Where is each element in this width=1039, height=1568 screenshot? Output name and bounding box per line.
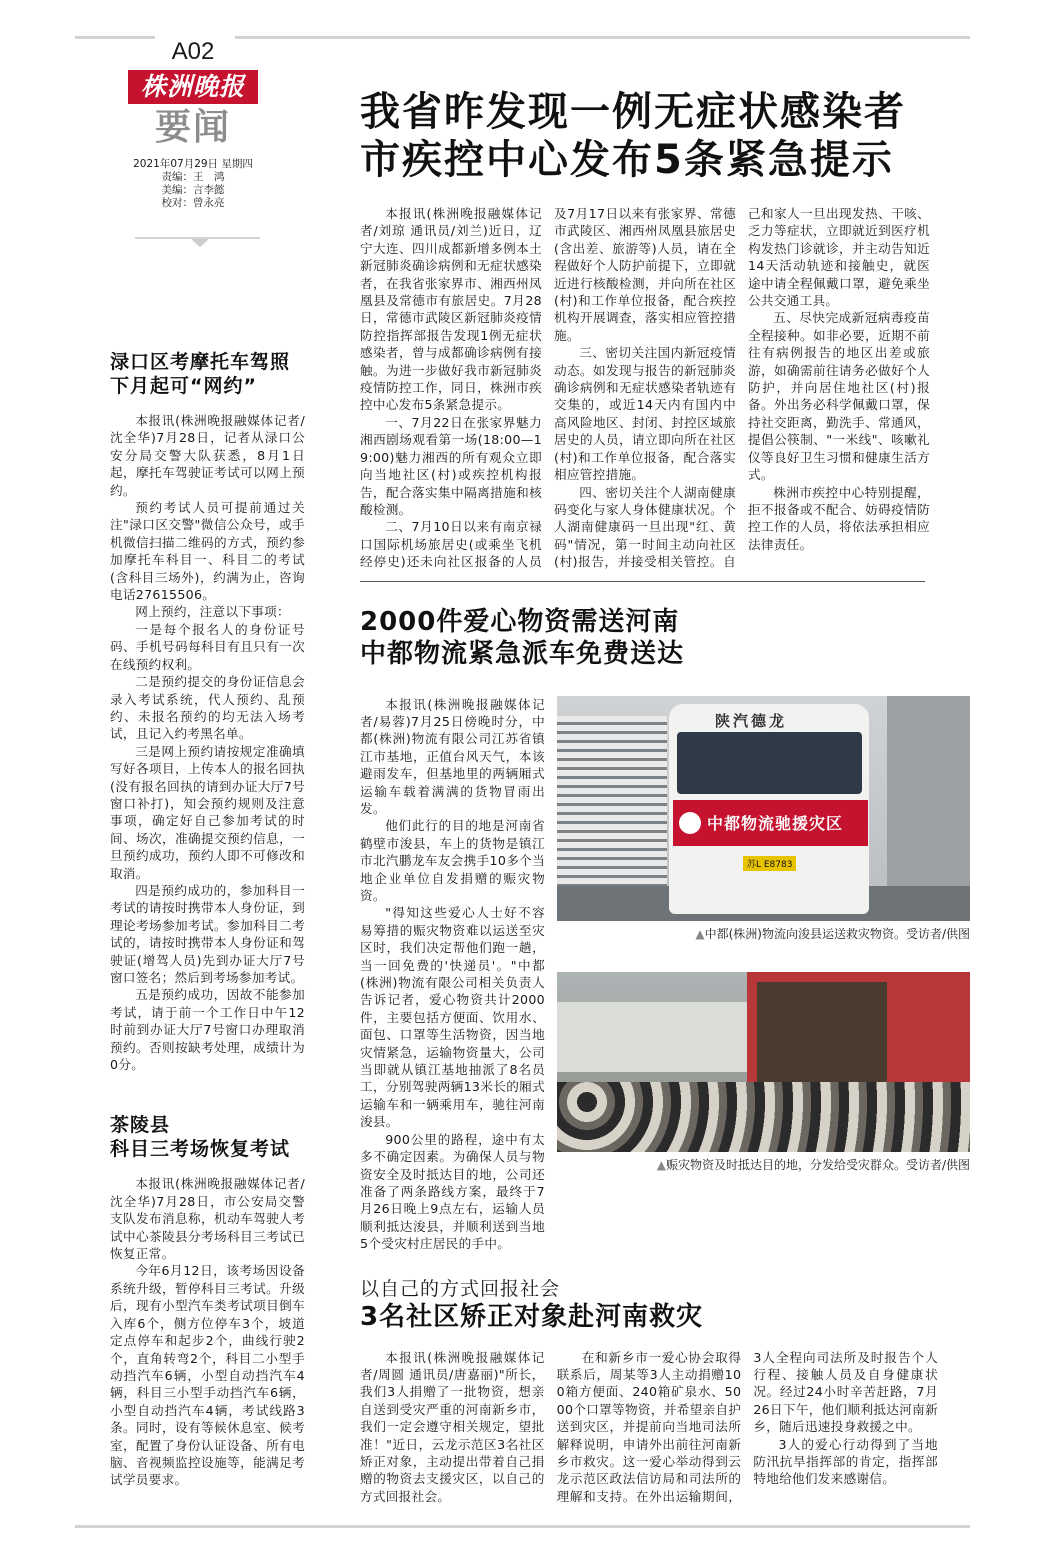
paragraph: 900公里的路程，途中有太多不确定因素。为确保人员与物资安全及时抵达目的地，公司还准备了两条路线方案，最终于7月26日晚上9点左右，运输人员顺利抵达浚县，并顺利送到当地5个受灾村庄居民的手中。: [360, 1131, 545, 1252]
section-divider: [360, 581, 925, 582]
designer: 美编：言李懿: [161, 184, 225, 196]
article-3-body: [360, 1349, 938, 1506]
issue-date: 2021年07月29日 星期四: [133, 158, 253, 170]
left-article-2-body: [110, 1175, 305, 1488]
headline-line-1: 2000件爱心物资需送河南: [360, 606, 680, 637]
article-2: [360, 696, 970, 1253]
headline-line-2: 下月起可“网约”: [110, 375, 257, 397]
truck-banner: [673, 800, 868, 846]
paragraph: 今年6月12日，该考场因设备系统升级，暂停科目三考试。升级后，现有小型汽车类考试项目倒车入库6个，侧方位停车3个，坡道定点停车和起步2个，曲线行驶2个，直角转弯2个，科目二小型手动挡汽车6辆，小型自动挡汽车4辆，科目三小型手动挡汽车6辆，小型自动挡汽车4辆，考试线路3条。同时，设有等候休息室、候考室，配置了身份认证设备、所有电脑、音视频监控设施等，能满足考试学员要求。: [110, 1263, 305, 1488]
paragraph: 本报讯(株洲晚报融媒体记者/沈全华)7月28日，记者从渌口公安分局交警大队获悉，8月1日起，摩托车驾驶证考试可以网上预约。: [110, 413, 305, 498]
photo-2-caption: ▲ 赈灾物资及时抵达目的地，分发给受灾群众。受访者/供图: [557, 1156, 970, 1173]
left-article-1-headline: [110, 350, 305, 398]
paragraph: 本报讯(株洲晚报融媒体记者/沈全华)7月28日，市公安局交警支队发布消息称，机动车驾驶人考试中心茶陵县分考场科目三考试已恢复正常。: [110, 1176, 305, 1262]
headline-line-1: 我省昨发现一例无症状感染者: [360, 89, 906, 135]
paragraph: "得知这些爱心人士好不容易筹措的赈灾物资难以运送至灾区时，我们决定帮他们跑一趟，当一回免费的'快递员'。"中都(株洲)物流有限公司相关负责人告诉记者，爱心物资共计2000件，主要包括方便面、饮用水、面包、口罩等生活物资，因当地灾情紧急，运输物资量大，公司当即就从镇江基地抽派了8名员工，分别驾驶两辆13米长的厢式运输车和一辆乘用车，驰往河南浚县。: [360, 905, 545, 1130]
paragraph: 他们此行的目的地是河南省鹤壁市浚县，车上的货物是镇江市北汽鹏龙车友会携手10多个当地企业单位自发捐赠的赈灾物资。: [360, 818, 545, 903]
page-number: A02: [171, 38, 215, 65]
paragraph: 二是预约提交的身份证信息会录入考试系统，代人预约、乱预约、未报名预约的均无法入场考试，且记入约考黑名单。: [110, 674, 305, 742]
article-2-photos: [557, 696, 970, 1173]
paragraph: 三是网上预约请按规定准确填写好各项目，上传本人的报名回执(没有报名回执的请到办证大厅7号窗口补打)，知会预约规则及注意事项，确定好自己参加考试的时间、场次，准确提交预约信息，一旦预约成功，预约人即不可修改和取消。: [110, 743, 305, 881]
truck-brand: 陕汽德龙: [715, 711, 788, 730]
headline-line-1: 茶陵县: [110, 1114, 171, 1137]
paragraph: 一、7月22日在张家界魅力湘西剧场观看第一场(18:00—19:00)魅力湘西的所有观众立即向当地社区(村)或疾控机构报告，配合落实集中隔离措施和核酸检测。: [360, 414, 542, 517]
masthead: [108, 38, 288, 210]
paragraph: 五、尽快完成新冠病毒疫苗全程接种。如非必要，近期不前往有病例报告的地区出差或旅游，如确需前往请务必做好个人防护，并向居住地社区(村)报备。外出务必科学佩戴口罩，保持社交距离，勤洗手、常通风，提倡公筷制、"一米线"、咳嗽礼仪等良好卫生习惯和健康生活方式。: [748, 310, 930, 483]
photo-truck: [557, 696, 970, 921]
paragraph: 3人的爱心行动得到了当地防汛抗旱指挥部的肯定，指挥部特地给他们发来感谢信。: [753, 1436, 938, 1487]
article-3-headline: 3名社区矫正对象赴河南救灾: [360, 1301, 704, 1332]
chevron-down-icon: [191, 239, 209, 247]
left-article-2-headline: [110, 1113, 305, 1161]
photo-distribution: [557, 972, 970, 1152]
section-name: 要闻: [154, 106, 231, 148]
paragraph: 预约考试人员可提前通过关注"渌口区交警"微信公众号，或手机微信扫描二维码的方式，预约参加摩托车科目一、科目二的考试(含科目三场外)，约满为止，咨询电话27615506。: [110, 500, 305, 603]
headline-line-2: 科目三考场恢复考试: [110, 1138, 291, 1161]
headline-line-1: 渌口区考摩托车驾照: [110, 351, 291, 373]
proofreader: 校对：曾永亮: [161, 197, 225, 209]
main-headline: [360, 88, 970, 184]
paragraph: 株洲市疾控中心特别提醒，拒不报备或不配合、妨碍疫情防控工作的人员，将依法承担相应法律责任。: [748, 484, 930, 552]
article-2-headline: [360, 606, 970, 670]
photo-1-caption: ▲ 中都(株洲)物流向浚县运送救灾物资。受访者/供图: [557, 925, 970, 942]
banner-text: 中都物流驰援灾区: [707, 814, 844, 834]
article-3-kicker: 以自己的方式回报社会: [360, 1277, 561, 1300]
editor: 责编：王 鸿: [161, 171, 225, 183]
paragraph: 本报讯(株洲晚报融媒体记者/易蓉)7月25日傍晚时分，中都(株洲)物流有限公司江苏省镇江市基地，正值台风天气，本该避雨发车，但基地里的两辆厢式运输车载着满满的货物冒雨出发。: [360, 696, 545, 816]
paragraph: 二、7月10日以来有南京禄口国际机场旅居史(或乘坐飞机经停史)还未向社区报备的人员及7月17日以来有张家界、常德市武陵区、湘西州凤凰县旅居史(含出差、旅游等)人员，请在全程做好个人防护前提下，立即就近进行核酸检测，并向所在社区(村)和工作单位报备，配合疾控机构开展调查，落实相应管控措施。: [360, 206, 736, 570]
right-column: [360, 0, 970, 1505]
bottom-rule: [75, 1525, 970, 1528]
paper-logo: 株洲晚报: [128, 70, 258, 104]
article-2-body: [360, 696, 545, 1253]
logo-icon: [679, 812, 701, 834]
license-plate: 苏L E8783: [743, 856, 796, 871]
headline-line-2: 中都物流紧急派车免费送达: [360, 638, 685, 669]
paragraph: 本报讯(株洲晚报融媒体记者/周圆 通讯员/唐嘉丽)"所长，我们3人捐赠了一批物资，想亲自送到受灾严重的河南新乡市，我们一定会遵守相关规定，望批准！"近日，云龙示范区3名社区矫正对象，主动提出带着自己捐赠的物资去支援灾区，以自己的方式回报社会。: [360, 1349, 545, 1504]
paragraph: 本报讯(株洲晚报融媒体记者/刘琼 通讯员/刘兰)近日，辽宁大连、四川成都新增多例本土新冠肺炎确诊病例和无症状感染者，在我省张家界市、湘西州凤凰县及常德市有旅居史。7月28日，常德市武陵区新冠肺炎疫情防控指挥部报告发现1例无症状感染者，曾与成都确诊病例有接触。为进一步做好我市新冠肺炎疫情防控工作，同日，株洲市疾控中心发布5条紧急提示。: [360, 206, 542, 413]
paragraph: 在和新乡市一爱心协会取得联系后，周某等3人主动捐赠100箱方便面、240箱矿泉水、5000个口罩等物资，并希望亲自护送到灾区，并提前向当地司法所解释说明，申请外出前往河南新乡市救灾。这一爱心举动得到云龙示范区政法信访局和司法所的理解和支持。在外出运输期间，3人全程向司法所及时报告个人行程、接触人员及自身健康状况。经过24小时辛苦赶路，7月26日下午，他们顺利抵达河南新乡，随后迅速投身救援之中。: [556, 1349, 938, 1504]
paragraph: 四是预约成功的，参加科目一考试的请按时携带本人身份证，到理论考场参加考试。参加科目二考试的，请按时携带本人身份证和驾驶证(增驾人员)先到办证大厅7号窗口签名；然后到考场参加考试。: [110, 882, 305, 985]
top-rule-right: [235, 36, 970, 39]
left-column: [110, 0, 305, 1489]
paragraph: 四、密切关注个人湖南健康码变化与家人身体健康状况。个人湖南健康码一旦出现"红、黄码"情况，第一时间主动向社区(村)报告，并接受相关管控。自己和家人一旦出现发热、干咳、乏力等症状，立即就近到医疗机构发热门诊就诊，并主动告知近14天活动轨迹和接触史，就医途中请全程佩戴口罩，避免乘坐公共交通工具。: [554, 206, 930, 570]
main-article-body: [360, 205, 930, 571]
headline-line-2: 市疾控中心发布5条紧急提示: [360, 137, 894, 183]
paragraph: 五是预约成功，因故不能参加考试，请于前一个工作日中午12时前到办证大厅7号窗口办理取消预约。否则按缺考处理，成绩计为0分。: [110, 987, 305, 1073]
left-article-1-body: [110, 412, 305, 1073]
paragraph: 网上预约，注意以下事项：: [135, 604, 290, 620]
paragraph: 一是每个报名人的身份证号码、手机号码每科目有且只有一次在线预约权利。: [110, 621, 305, 672]
paragraph: 三、密切关注国内新冠疫情动态。如发现与报告的新冠肺炎确诊病例和无症状感染者轨迹有交集的，或近14天内有国内中高风险地区、封闭、封控区域旅居史的人员，请立即向所在社区(村)和工作单位报备，配合落实相应管控措施。: [554, 345, 736, 483]
